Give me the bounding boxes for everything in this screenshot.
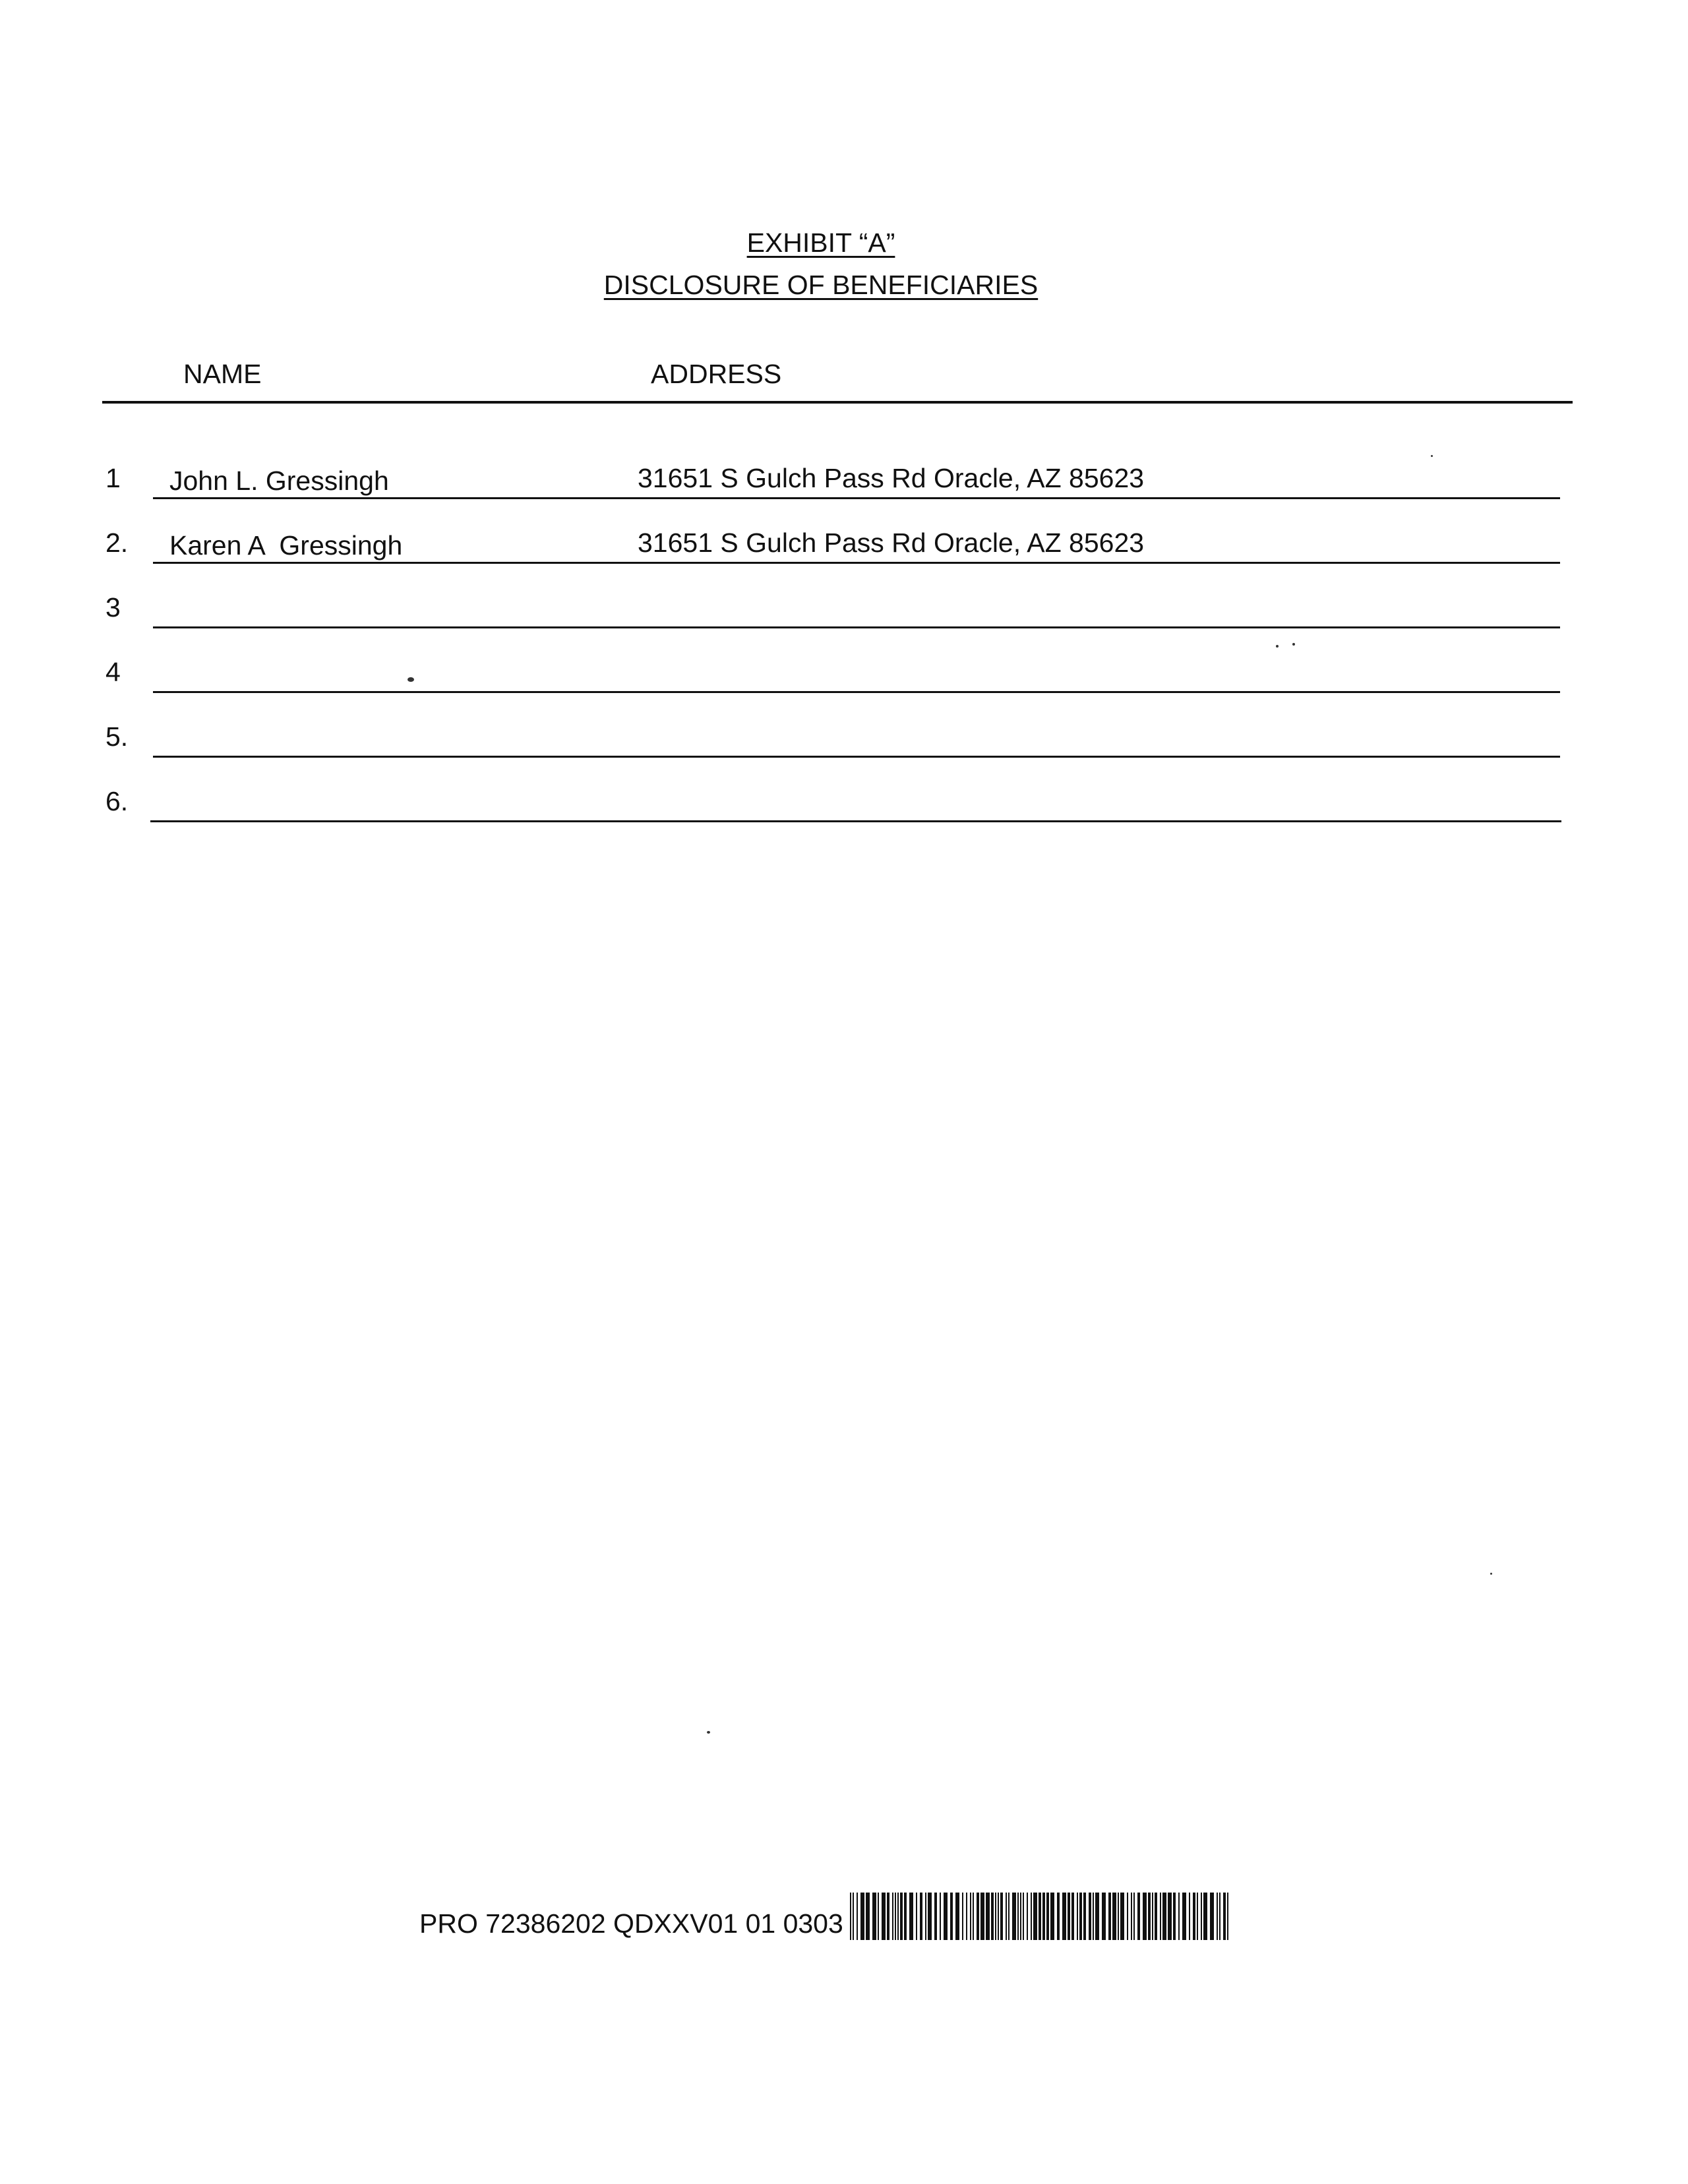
- document-title: [0, 222, 1642, 306]
- beneficiary-address: 31651 S Gulch Pass Rd Oracle, AZ 85623: [638, 463, 1145, 493]
- row-number: 5.: [106, 721, 129, 752]
- beneficiary-row: [0, 520, 1688, 566]
- name-column-header: NAME: [183, 359, 262, 389]
- scan-speck: [707, 1731, 710, 1734]
- exhibit-title: EXHIBIT “A”: [746, 228, 895, 258]
- scan-speck: [1292, 643, 1295, 646]
- scan-speck: [407, 677, 414, 682]
- row-number: 6.: [106, 786, 129, 816]
- row-rule: [153, 691, 1560, 693]
- row-rule: [153, 497, 1560, 499]
- row-number: 2.: [106, 528, 129, 558]
- row-rule: [153, 626, 1560, 628]
- beneficiary-row: [0, 713, 1688, 760]
- beneficiary-row: [0, 455, 1688, 501]
- beneficiary-name: John L. Gressingh: [169, 466, 389, 496]
- scan-speck: [1490, 1573, 1492, 1575]
- beneficiary-row: [0, 584, 1688, 630]
- row-number: 3: [106, 592, 121, 622]
- beneficiary-row: [0, 778, 1688, 824]
- address-column-header: ADDRESS: [651, 359, 782, 389]
- row-rule: [153, 756, 1560, 758]
- beneficiary-address: 31651 S Gulch Pass Rd Oracle, AZ 85623: [638, 528, 1145, 558]
- scan-speck: [1276, 645, 1279, 648]
- row-rule: [153, 562, 1560, 564]
- scan-speck: [1431, 455, 1433, 457]
- disclosure-title: DISCLOSURE OF BENEFICIARIES: [603, 270, 1039, 300]
- barcode-image: [850, 1893, 1232, 1940]
- document-footer: [419, 1893, 1232, 1940]
- row-number: 4: [106, 657, 121, 687]
- document-id-code: PRO 72386202 QDXXV01 01 0303: [419, 1908, 843, 1939]
- beneficiary-row: [0, 649, 1688, 695]
- beneficiary-name: Karen A Gressingh: [169, 530, 403, 561]
- row-number: 1: [106, 463, 121, 493]
- row-rule: [150, 820, 1561, 822]
- header-divider: [102, 401, 1573, 404]
